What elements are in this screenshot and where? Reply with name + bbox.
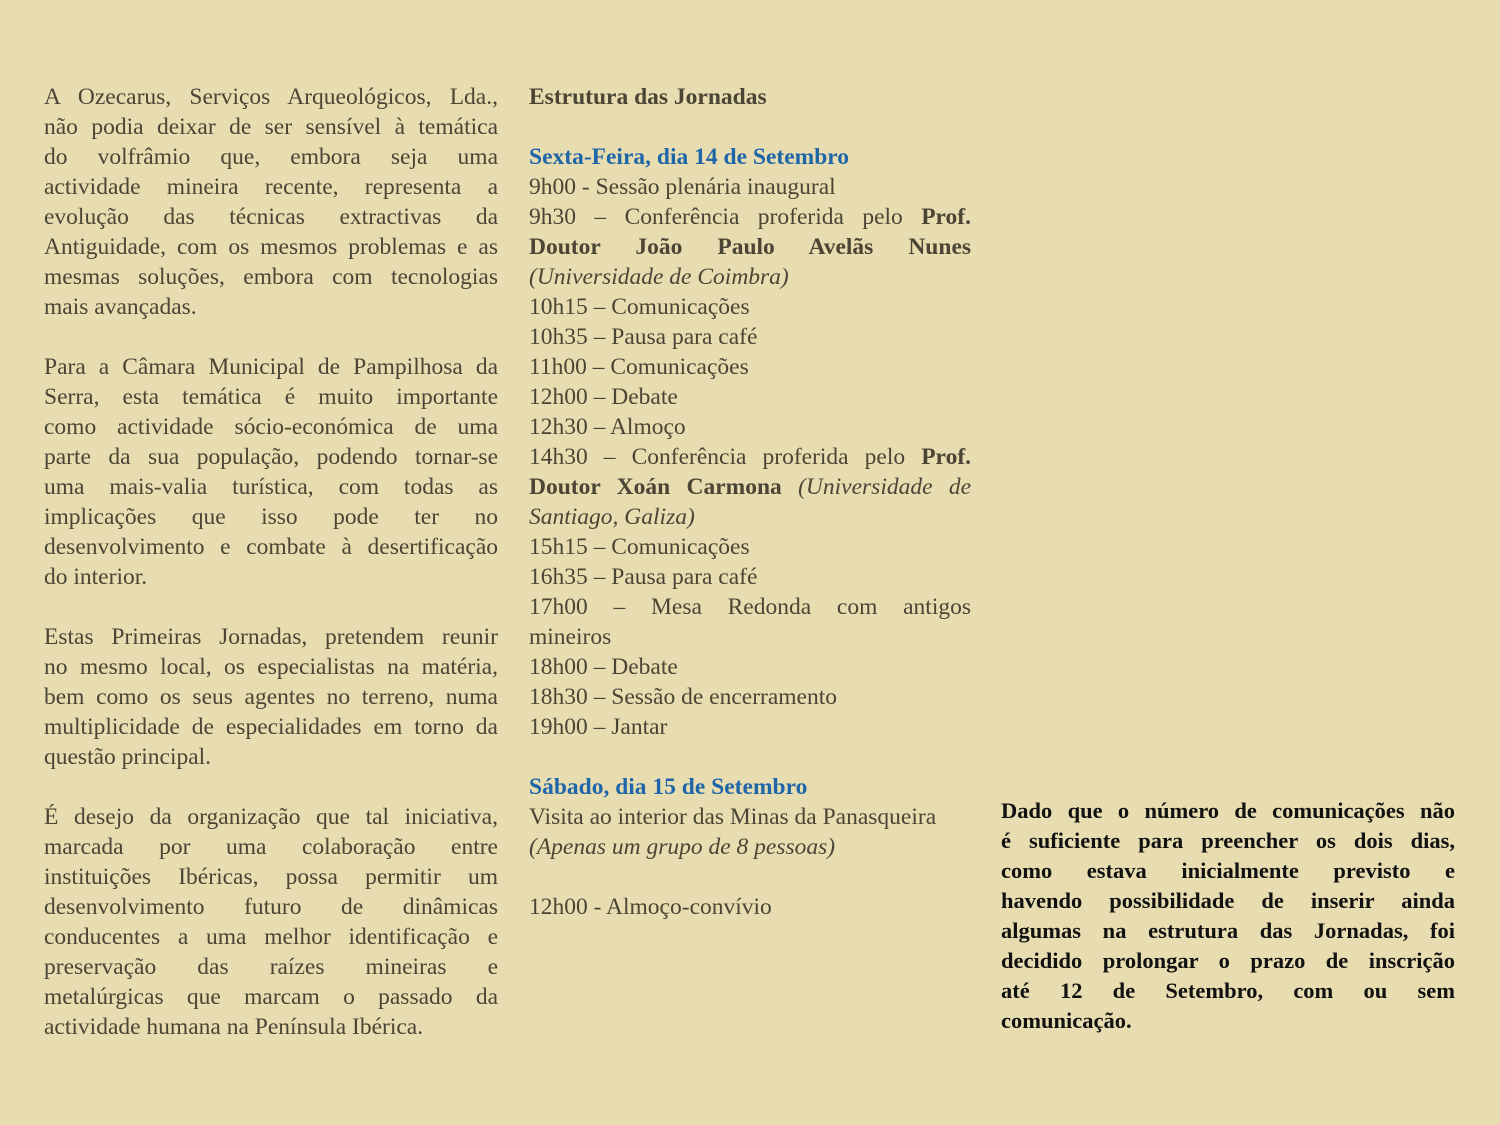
schedule-item: Visita ao interior das Minas da Panasqueira (529, 804, 937, 830)
paragraph-line: do interior. (44, 564, 148, 590)
speaker-title: Prof. (921, 444, 971, 470)
intro-paragraph (44, 802, 498, 1042)
day2-heading: Sábado, dia 15 de Setembro (529, 774, 808, 800)
paragraph-line: desenvolvimento e combate à desertificação (44, 534, 498, 560)
intro-column (44, 82, 498, 1042)
paragraph-line: Estas Primeiras Jornadas, pretendem reunir (44, 624, 498, 650)
paragraph-line: metalúrgicas que marcam o passado da (44, 984, 498, 1010)
schedule-item (529, 442, 971, 472)
notice-line: até 12 de Setembro, com ou sem (1001, 978, 1455, 1003)
schedule-text: 14h30 – Conferência proferida pelo (529, 444, 906, 470)
speaker-title: Prof. (921, 204, 971, 230)
speaker-name-word: Doutor (529, 234, 601, 260)
intro-paragraph (44, 622, 498, 772)
paragraph-line: preservação das raízes mineiras e (44, 954, 498, 980)
program-title: Estrutura das Jornadas (529, 84, 767, 110)
paragraph-line: do volfrâmio que, embora seja uma (44, 144, 498, 170)
paragraph-gap (44, 592, 498, 622)
speaker-name-word: Nunes (908, 234, 971, 260)
program-column (529, 82, 971, 922)
paragraph-line: multiplicidade de especialidades em torno da (44, 714, 498, 740)
notice-line: algumas na estrutura das Jornadas, foi (1001, 918, 1455, 943)
speaker-line (529, 472, 971, 502)
spacer (529, 862, 971, 892)
schedule-item: 10h35 – Pausa para café (529, 324, 758, 350)
schedule-item: 12h30 – Almoço (529, 414, 686, 440)
paragraph-line: Para a Câmara Municipal de Pampilhosa da (44, 354, 498, 380)
paragraph-line: uma mais-valia turística, com todas as (44, 474, 498, 500)
paragraph-line: evolução das técnicas extractivas da (44, 204, 498, 230)
paragraph-line: conducentes a uma melhor identificação e (44, 924, 498, 950)
speaker-name (529, 232, 971, 262)
speaker-affiliation: (Universidade de Coimbra) (529, 264, 789, 290)
notice-line: é suficiente para preencher os dois dias, (1001, 828, 1455, 853)
schedule-text: 9h30 – Conferência proferida pelo (529, 204, 903, 230)
notice-line: como estava inicialmente previsto e (1001, 858, 1455, 883)
schedule-item: 12h00 - Almoço-convívio (529, 894, 772, 920)
speaker-affiliation: Santiago, Galiza) (529, 504, 695, 530)
spacer (529, 112, 971, 142)
schedule-item: 19h00 – Jantar (529, 714, 668, 740)
paragraph-line: não podia deixar de ser sensível à temática (44, 114, 498, 140)
paragraph-line: parte da sua população, podendo tornar-se (44, 444, 498, 470)
paragraph-line: instituições Ibéricas, possa permitir um (44, 864, 498, 890)
paragraph-gap (44, 772, 498, 802)
schedule-item: 12h00 – Debate (529, 384, 678, 410)
schedule-item: 15h15 – Comunicações (529, 534, 750, 560)
intro-paragraph (44, 352, 498, 592)
intro-paragraph (44, 82, 498, 322)
schedule-item: 18h00 – Debate (529, 654, 678, 680)
speaker-name-word: Avelãs (808, 234, 874, 260)
paragraph-line: bem como os seus agentes no terreno, numa (44, 684, 498, 710)
notice-line: decidido prolongar o prazo de inscrição (1001, 948, 1455, 973)
schedule-item: 17h00 – Mesa Redonda com antigos (529, 594, 971, 620)
speaker-name: Doutor Xoán Carmona (529, 474, 782, 500)
schedule-item: 9h00 - Sessão plenária inaugural (529, 174, 836, 200)
paragraph-line: A Ozecarus, Serviços Arqueológicos, Lda., (44, 84, 498, 110)
paragraph-line: marcada por uma colaboração entre (44, 834, 498, 860)
paragraph-line: desenvolvimento futuro de dinâmicas (44, 894, 498, 920)
notice-line: Dado que o número de comunicações não (1001, 798, 1455, 823)
paragraph-line: questão principal. (44, 744, 212, 770)
speaker-affiliation: (Universidade de (798, 474, 971, 500)
schedule-item: 16h35 – Pausa para café (529, 564, 758, 590)
paragraph-line: actividade mineira recente, representa a (44, 174, 498, 200)
paragraph-line: no mesmo local, os especialistas na matéria, (44, 654, 498, 680)
spacer (529, 742, 971, 772)
schedule-item (529, 202, 971, 232)
paragraph-line: Serra, esta temática é muito importante (44, 384, 498, 410)
paragraph-line: implicações que isso pode ter no (44, 504, 498, 530)
paragraph-line: mais avançadas. (44, 294, 197, 320)
paragraph-line: actividade humana na Península Ibérica. (44, 1014, 424, 1040)
notice-line: havendo possibilidade de inserir ainda (1001, 888, 1455, 913)
schedule-item: mineiros (529, 624, 612, 650)
registration-notice (1001, 796, 1455, 1036)
paragraph-line: Antiguidade, com os mesmos problemas e as (44, 234, 498, 260)
paragraph-line: É desejo da organização que tal iniciativa, (44, 804, 498, 830)
schedule-item: 10h15 – Comunicações (529, 294, 750, 320)
schedule-item: 11h00 – Comunicações (529, 354, 749, 380)
paragraph-line: como actividade sócio-económica de uma (44, 414, 498, 440)
visit-note: (Apenas um grupo de 8 pessoas) (529, 834, 836, 860)
paragraph-line: mesmas soluções, embora com tecnologias (44, 264, 498, 290)
schedule-item: 18h30 – Sessão de encerramento (529, 684, 838, 710)
paragraph-gap (44, 322, 498, 352)
speaker-name-word: João (635, 234, 683, 260)
day1-heading: Sexta-Feira, dia 14 de Setembro (529, 144, 850, 170)
speaker-name-word: Paulo (717, 234, 775, 260)
notice-line: comunicação. (1001, 1008, 1132, 1033)
